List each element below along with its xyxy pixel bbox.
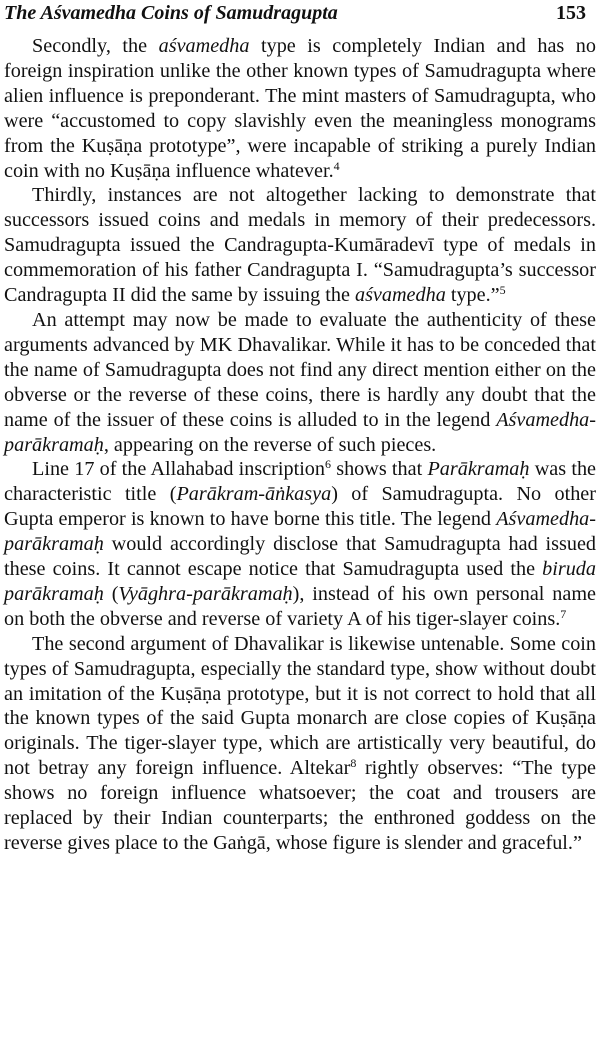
text-run: Thirdly, instances are not altogether lacking to demonstrate that successors issued coins and medals in memory of their predecessors. Samudragupta issued the Candragupta-Kumāradevī type of medals in commemoration of his father Candragupta I. “Samudragupta’s successor Candragupta II did the same by issuing the [4, 184, 596, 307]
paragraph-2 [4, 183, 596, 308]
italic-term: Aśvamedha-parākramaḥ [4, 408, 596, 456]
paragraph-5 [4, 632, 596, 856]
paragraph-3 [4, 308, 596, 457]
footnote-marker: 8 [350, 756, 357, 771]
text-run: , appearing on the reverse of such pieces. [103, 433, 437, 456]
paragraph-1 [4, 34, 596, 183]
footnote-marker: 5 [499, 283, 506, 298]
italic-term: aśvamedha [354, 284, 446, 307]
text-run: shows that [331, 458, 428, 481]
text-run: Line 17 of the Allahabad inscription [32, 458, 325, 481]
text-run: An attempt may now be made to evaluate the authenticity of these arguments advanced by MK Dhavalikar. While it has to be conceded that the name of Samudragupta does not find any direct mention either on the obverse or the reverse of these coins, there is hardly any doubt that the name of the issuer of these coins is alluded to in the legend [4, 308, 596, 431]
italic-term: aśvamedha [158, 35, 250, 57]
text-run: was the characteristic title ( [4, 458, 597, 506]
text-run: type is completely Indian and has no foreign inspiration unlike the other known types of Samudragupta where alien influence is preponderant. The mint masters of Samudragupta, who were “accustomed to copy slavishly even the meaningless monograms from the Kuṣāṇa prototype”, were incapable of striking a purely Indian coin with no Kuṣāṇa influence whatever. [4, 35, 596, 182]
italic-term: Parākram-āṅkasya [176, 483, 332, 506]
text-run: type.” [445, 284, 500, 307]
text-run: would accordingly disclose that Samudragupta had issued these coins. It cannot escape notice that Samudragupta used the [4, 533, 596, 581]
text-run: Secondly, the [32, 35, 159, 57]
body-text [4, 34, 596, 856]
running-title: The Aśvamedha Coins of Samudragupta [4, 2, 338, 24]
paragraph-4 [4, 457, 596, 631]
text-run: ) of Samudragupta. No other Gupta emperor is known to have borne this title. The legend [4, 483, 596, 531]
page-header [4, 2, 596, 30]
text-run: rightly observes: “The type shows no foreign influence whatsoever; the coat and trousers are replaced by their Indian counterparts; the enthroned goddess on the reverse gives place to the Gaṅgā, whose figure is slender and graceful.” [4, 757, 596, 854]
footnote-marker: 6 [325, 457, 331, 472]
text-run: ), instead of his own personal name on both the obverse and reverse of variety A of his tiger-slayer coins. [4, 582, 596, 630]
page-number: 153 [556, 2, 586, 24]
footnote-marker: 4 [333, 158, 340, 173]
italic-term: Aśvamedha-parākramaḥ [4, 508, 596, 556]
text-run: The second argument of Dhavalikar is likewise untenable. Some coin types of Samudragupta, especially the standard type, show without doubt an imitation of the Kuṣāṇa prototype, but it is not correct to hold that all the known types of the said Gupta monarch are close copies of Kuṣāṇa originals. The tiger-slayer type, which are artistically very beautiful, do not betray any foreign influence. Altekar [4, 632, 596, 780]
text-run: ( [103, 582, 119, 605]
italic-term: Vyāghra-parākramaḥ [118, 582, 293, 605]
footnote-marker: 7 [560, 606, 567, 621]
italic-term: biruda parākramaḥ [4, 558, 596, 605]
italic-term: Parākramaḥ [427, 458, 530, 481]
